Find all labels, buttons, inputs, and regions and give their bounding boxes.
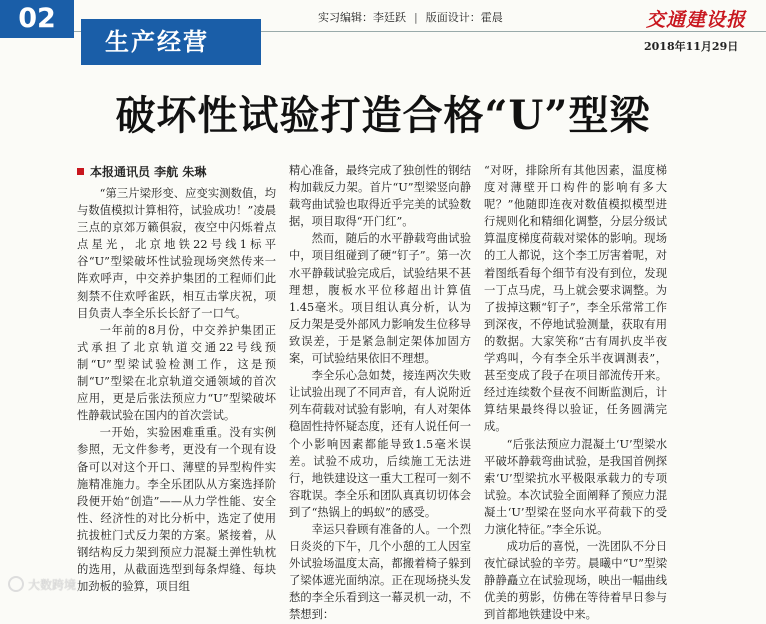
- article-byline: 本报通讯员 李航 朱琳: [77, 163, 206, 180]
- watermark-icon: [8, 576, 24, 592]
- newspaper-logo: 交通建设报: [646, 9, 747, 31]
- article-column-2: [289, 162, 471, 622]
- paragraph: “后张法预应力混凝土‘U’型梁水平破坏静载弯曲试验，是我国首例探索‘U’型梁抗水平极限承载力的专项试验。本次试验全面阐释了预应力混凝土‘U’型梁在竖向水平荷载下的受力演化特征。”李全乐说。: [484, 437, 667, 536]
- article-column-3: [484, 162, 667, 622]
- paragraph: 幸运只眷顾有准备的人。一个烈日炎炎的下午，几个小憩的工人因室外试验场温度太高，都搬着椅子躲到了梁体遮光面纳凉。正在现场挠头发愁的李全乐看到这一幕灵机一动，不禁想到：: [289, 522, 471, 622]
- paragraph-continued: “对呀，排除所有其他因素，温度梯度对薄壁开口构件的影响有多大呢？”他随即连夜对数值模拟模型进行规则化和精细化调整，分层分级试算温度梯度荷载对梁体的影响。现场的工人都说，这个李工厉害着呢，对着图纸看每个细节有没有到位，发现一丁点马虎，马上就会要求调整。为了拔掉这颗“钉子”，李全乐常常工作到深夜，不停地试验测量，获取有用的数据。大家笑称“古有周扒皮半夜学鸡叫，今有李全乐半夜调测表”，甚至变成了段子在项目部流传开来。经过连续数个昼夜不间断监测后，计算结果最终得以验证，任务圆满完成。: [484, 164, 667, 434]
- article-column-1: [77, 185, 276, 600]
- paragraph: 成功后的喜悦，一洗团队不分日夜忙碌试验的辛劳。晨曦中“U”型梁静静矗立在试验现场，映出一幅曲线优美的剪影，仿佛在等待着早日参与到首都地铁建设中来。: [484, 540, 667, 622]
- credits: [318, 9, 503, 25]
- paragraph: 然而，随后的水平静载弯曲试验中，项目组碰到了硬“钉子”。第一次水平静载试验完成后，试验结果不甚理想，腹板水平位移超出计算值1.45毫米。项目组认真分析，认为反力架是受外部风力影响发生位移导致误差，于是紧急制定架体加固方案，可试验结果依旧不理想。: [289, 232, 471, 366]
- paragraph: “第三片梁形变、应变实测数值，均与数值模拟计算相符，试验成功！”凌晨三点的京郊万籁俱寂，夜空中闪烁着点点星光，北京地铁22号线1标平谷“U”型梁破坏性试验现场突然传来一阵欢呼声，中交养护集团的工程师们此刻禁不住欢呼雀跃，相互击掌庆祝，项目负责人李全乐长长舒了一口气。: [77, 187, 276, 320]
- paragraph: 一开始，实验困难重重。没有实例参照，无文件参考，更没有一个现有设备可以对这个开口、薄壁的异型构件实施精准施力。李全乐团队从方案选择阶段便开始“创造”——从力学性能、安全性、经济性的对比分析中，选定了使用抗拔桩门式反力架的方案。紧接着，从钢结构反力架到预应力混凝土弹性轨枕的选用，从截面选型到每条焊缝、每块加劲板的验算，项目组: [77, 426, 276, 594]
- paragraph: 李全乐心急如焚，接连两次失败让试验出现了不同声音，有人说附近列车荷载对试验有影响，有人对架体稳固性持怀疑态度，还有人说任何一个小影响因素都能导致1.5毫米误差。试验不成功，后续施工无法进行，地铁建设这一重大工程可一刻不容耽误。李全乐和团队真真切切体会到了“热锅上的蚂蚁”的感受。: [289, 369, 471, 519]
- watermark: [8, 576, 76, 593]
- article-headline: 破坏性试验打造合格“U”型梁: [115, 92, 651, 139]
- designer-credit: 版面设计：霍晨: [425, 11, 503, 24]
- editor-credit: 实习编辑：李廷跃: [318, 11, 406, 24]
- paragraph: 一年前的8月份，中交养护集团正式承担了北京轨道交通22号线预制“U”型梁试验检测工作，这是预制“U”型梁在北京轨道交通领域的首次应用，更是后张法预应力“U”型梁破坏性静载试验在国内的首次尝试。: [77, 323, 276, 423]
- paragraph-continued: 精心准备，最终完成了独创性的钢结构加载反力架。首片“U”型梁竖向静载弯曲试验也取得近乎完美的试验数据，项目取得“开门红”。: [289, 164, 471, 229]
- issue-date: 2018年11月29日: [644, 40, 739, 53]
- watermark-text: 大数跨境: [28, 578, 77, 592]
- credit-separator: |: [414, 11, 418, 24]
- page-number: 02: [0, 0, 74, 38]
- section-title: 生产经营: [81, 19, 261, 65]
